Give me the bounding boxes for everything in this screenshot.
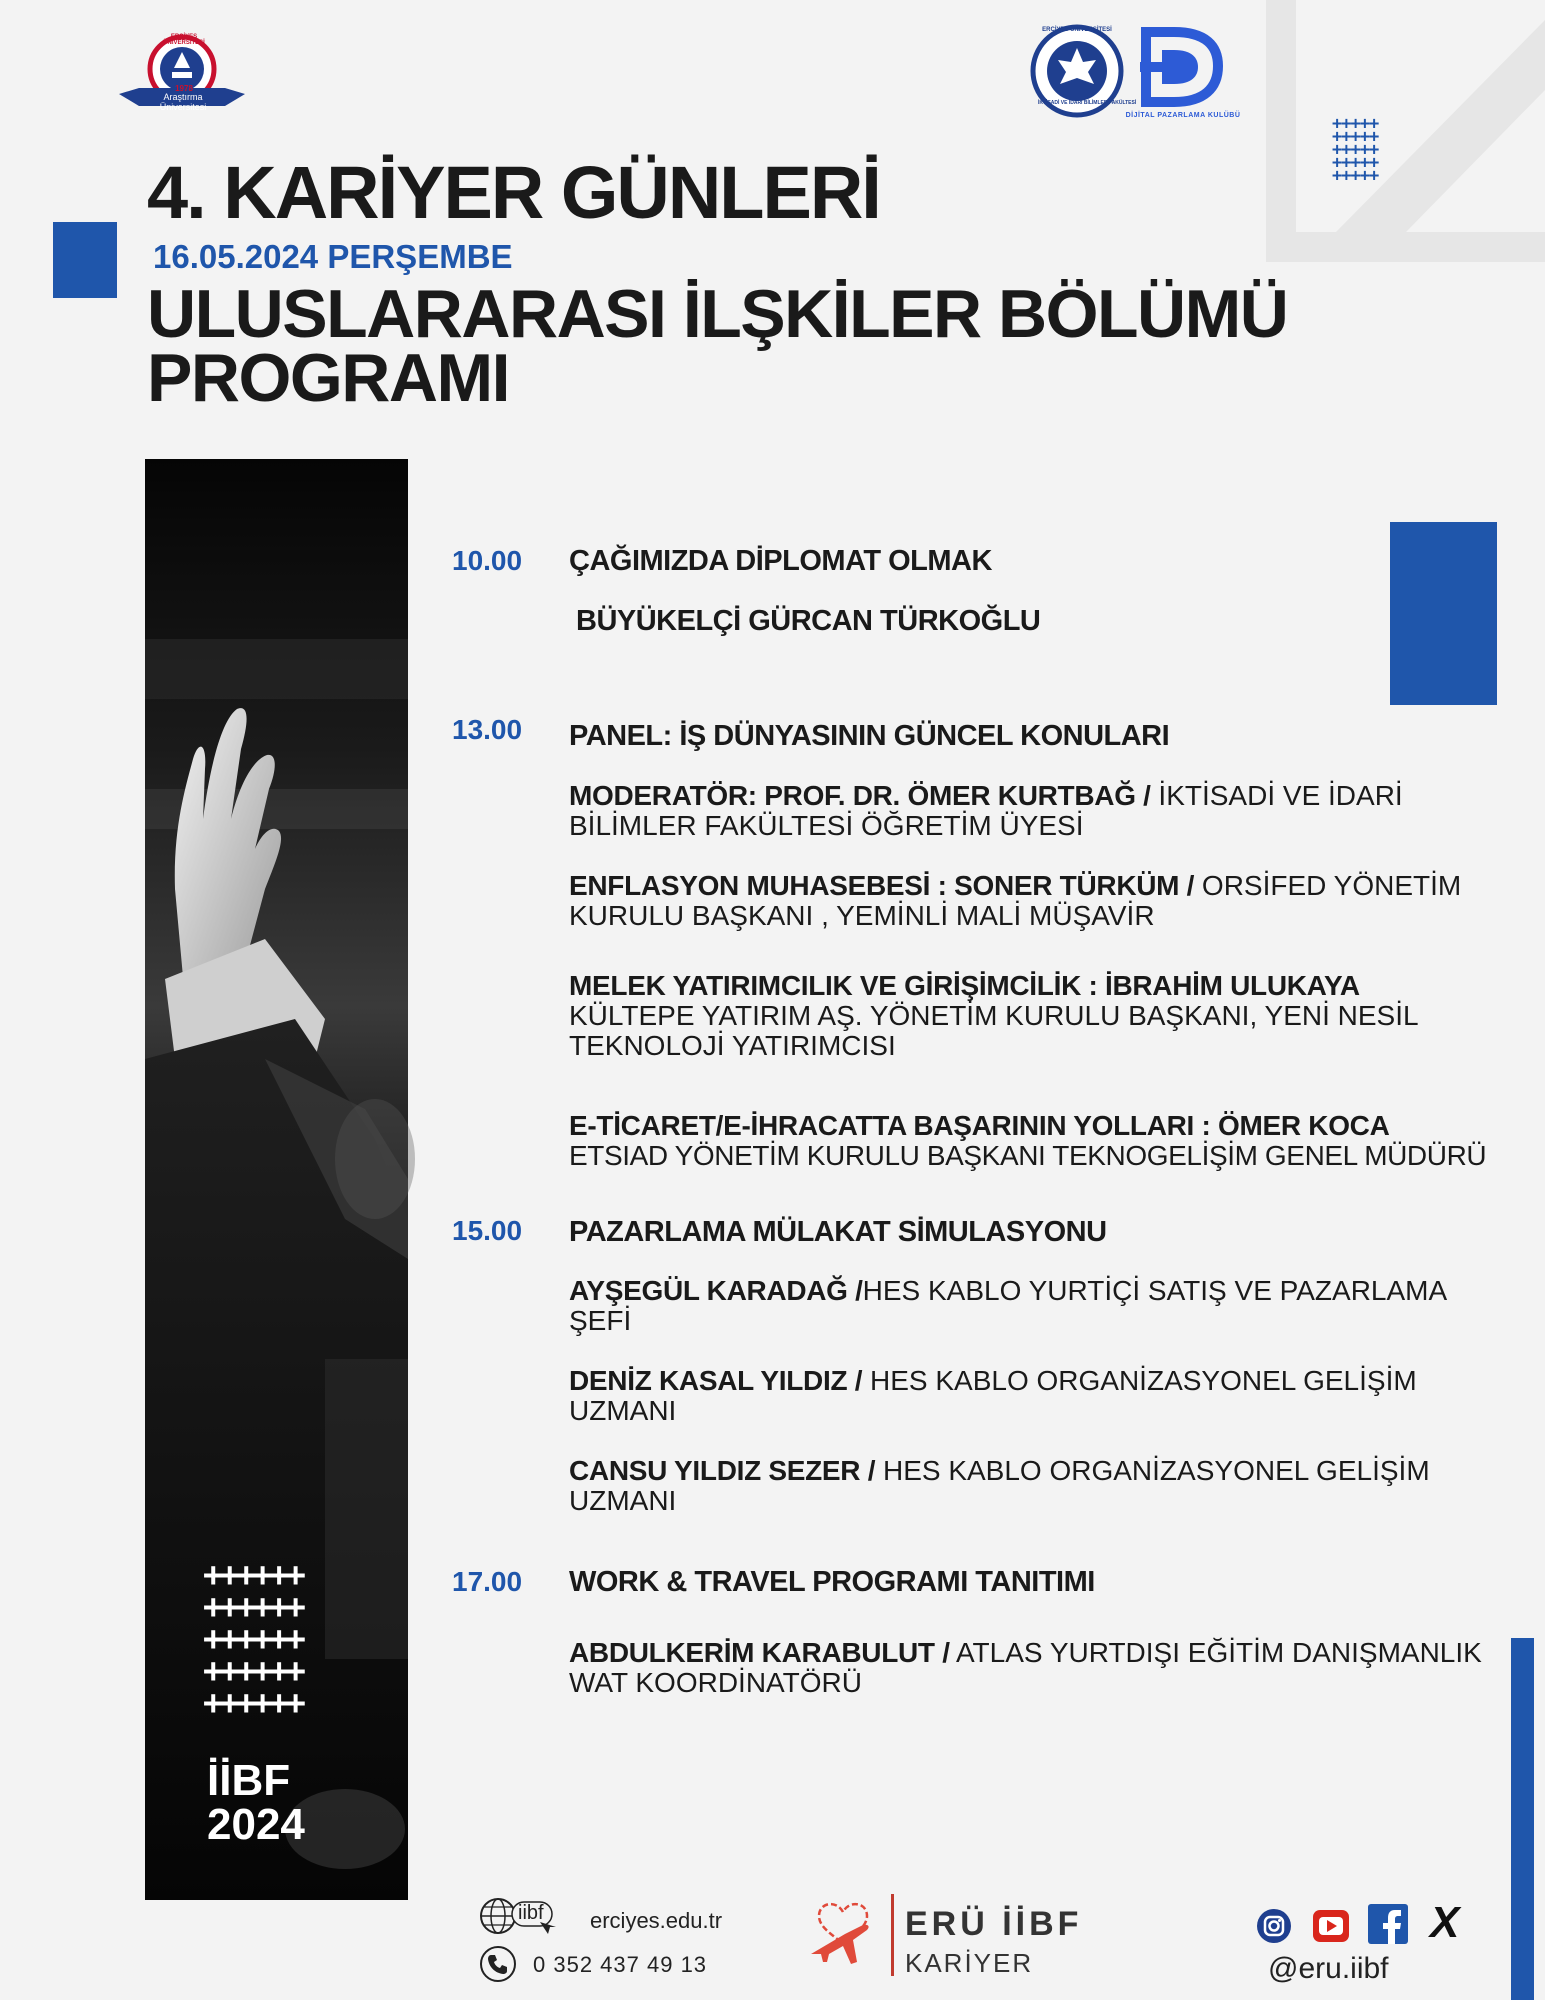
inflation-speaker: ENFLASYON MUHASEBESİ : SONER TÜRKÜM / [569, 870, 1195, 901]
moderator-name: MODERATÖR: PROF. DR. ÖMER KURTBAĞ / [569, 780, 1151, 811]
work-travel-speaker: ABDULKERİM KARABULUT / [569, 1637, 950, 1668]
website-link[interactable]: erciyes.edu.tr [590, 1908, 723, 1933]
brand-subtitle: KARİYER [905, 1948, 1034, 1978]
simulation-item-1 [569, 1276, 1509, 1336]
faculty-seal-ring-text: ERCİYES ÜNİVERSİTESİ [1042, 27, 1112, 33]
club-logo-caption: DİJİTAL PAZARLAMA KULÜBÜ [1125, 112, 1241, 119]
page-title: 4. KARİYER GÜNLERİ [147, 151, 880, 234]
session-speaker-1000: BÜYÜKELÇİ GÜRCAN TÜRKOĞLU [576, 605, 1041, 637]
blue-bar-decoration [1511, 1638, 1534, 2000]
erciyes-logo-ribbon: Araştırma Üniversitesi [159, 92, 207, 112]
simulation-speaker-1-title: HES KABLO YURTİÇİ SATIŞ VE PAZARLAMA ŞEFİ [569, 1275, 1446, 1336]
subtitle-line-1: ULUSLARARASI İLŞKİLER BÖLÜMÜ [147, 276, 1288, 352]
blue-rectangle-decoration [1390, 522, 1497, 705]
session-time-1500: 15.00 [452, 1215, 523, 1246]
event-date: 16.05.2024 PERŞEMBE [153, 238, 513, 275]
simulation-speaker-1: AYŞEGÜL KARADAĞ / [569, 1275, 863, 1306]
badge-line-1: İİBF [207, 1756, 291, 1805]
simulation-speaker-3-title: HES KABLO ORGANİZASYONEL GELİŞİM UZMANI [569, 1455, 1430, 1516]
simulation-speaker-2: DENİZ KASAL YILDIZ / [569, 1365, 863, 1396]
simulation-item-2 [569, 1366, 1509, 1426]
simulation-speaker-3: CANSU YILDIZ SEZER / [569, 1455, 876, 1486]
panel-item-angel-investing [569, 971, 1509, 1061]
phone-icon [478, 1944, 518, 1984]
session-heading-1700: WORK & TRAVEL PROGRAMI TANITIMI [569, 1566, 1095, 1598]
simulation-item-3 [569, 1456, 1509, 1516]
phone-number[interactable]: 0 352 437 49 13 [533, 1952, 708, 1977]
ecommerce-speaker-title: ETSIAD YÖNETİM KURULU BAŞKANI TEKNOGELİŞİM GENEL MÜDÜRÜ [569, 1140, 1487, 1171]
digital-marketing-club-logo [1140, 26, 1226, 108]
plus-pattern-white-decoration: ++++++ ++++++ ++++++ ++++++ ++++++ [203, 1555, 302, 1723]
social-handle[interactable]: @eru.iibf [1268, 1952, 1389, 1985]
facebook-icon[interactable] [1368, 1904, 1408, 1944]
graduation-photo [145, 459, 408, 1900]
work-travel-speaker-title: ATLAS YURTDIŞI EĞİTİM DANIŞMANLIK WAT KOORDİNATÖRÜ [569, 1637, 1482, 1698]
session-time-1700: 17.00 [452, 1566, 523, 1597]
angel-investing-speaker-title: KÜLTEPE YATIRIM AŞ. YÖNETİM KURULU BAŞKANI, YENİ NESİL TEKNOLOJİ YATIRIMCISI [569, 1000, 1418, 1061]
brand-divider [891, 1894, 894, 1976]
web-badge-label: iibf [518, 1902, 544, 1924]
brand-name: ERÜ İİBF [905, 1905, 1083, 1943]
panel-item-moderator [569, 781, 1509, 841]
subtitle-line-2: PROGRAMI [147, 340, 509, 416]
plus-pattern-decoration: +++++ +++++ +++++ +++++ +++++ [1332, 114, 1379, 186]
moderator-title: İKTİSADİ VE İDARİ BİLİMLER FAKÜLTESİ ÖĞRETİM ÜYESİ [569, 780, 1403, 841]
x-twitter-icon[interactable]: X [1430, 1898, 1460, 1947]
work-travel-item [569, 1638, 1509, 1698]
blue-square-decoration [53, 222, 117, 298]
angel-investing-speaker: MELEK YATIRIMCILIK VE GİRİŞİMCİLİK : İBRAHİM ULUKAYA [569, 970, 1360, 1001]
career-plane-logo-icon [805, 1896, 881, 1968]
iibf-2024-badge [207, 1756, 305, 1849]
ecommerce-speaker: E-TİCARET/E-İHRACATTA BAŞARININ YOLLARI : ÖMER KOCA [569, 1110, 1390, 1141]
session-heading-1300: PANEL: İŞ DÜNYASININ GÜNCEL KONULARI [569, 720, 1170, 752]
erciyes-logo-ring-text: ERCİYES ÜNİVERSİTESİ [163, 34, 205, 46]
session-time-1000: 10.00 [452, 545, 523, 576]
department-program-title [147, 276, 1347, 416]
badge-line-2: 2024 [207, 1800, 305, 1849]
inflation-speaker-title: ORSİFED YÖNETİM KURULU BAŞKANI , YEMİNLİ MALİ MÜŞAVİR [569, 870, 1462, 931]
panel-item-inflation [569, 871, 1509, 931]
erciyes-logo-year: 1978 [175, 84, 193, 93]
instagram-icon[interactable] [1256, 1908, 1292, 1944]
session-heading-1000: ÇAĞIMIZDA DİPLOMAT OLMAK [569, 545, 992, 577]
panel-item-ecommerce [569, 1111, 1529, 1171]
session-time-1300: 13.00 [452, 714, 523, 745]
simulation-speaker-2-title: HES KABLO ORGANİZASYONEL GELİŞİM UZMANI [569, 1365, 1417, 1426]
session-heading-1500: PAZARLAMA MÜLAKAT SİMULASYONU [569, 1216, 1107, 1248]
youtube-icon[interactable] [1312, 1908, 1350, 1944]
faculty-seal-bottom-text: İKTİSADİ VE İDARİ BİLİMLER FAKÜLTESİ [1038, 100, 1137, 106]
